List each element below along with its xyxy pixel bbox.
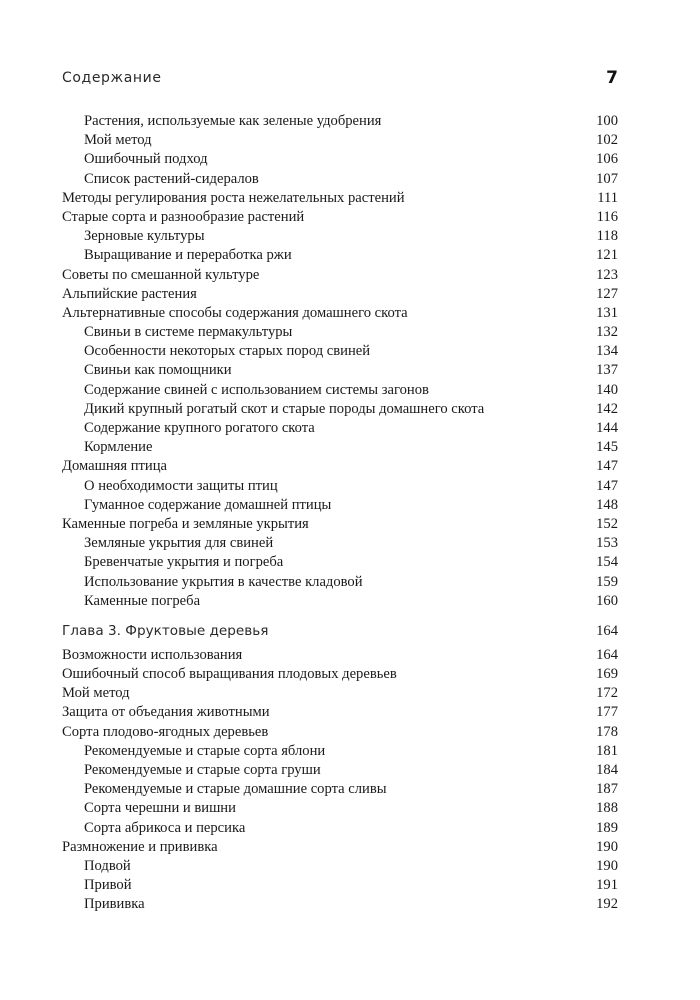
toc-entry-page: 172 [596,685,618,702]
toc-entry-page: 134 [596,343,618,360]
toc-entry-title: Ошибочный способ выращивания плодовых деревьев [62,666,397,683]
toc-entry-page: 184 [596,762,618,778]
toc-entry [62,515,618,534]
toc-entry-page: 142 [596,400,618,417]
toc-entry-title: Мой метод [62,685,130,702]
toc-entry-title: Дикий крупный рогатый скот и старые породы домашнего скота [84,400,485,417]
toc-entry [62,742,618,761]
toc-entry-title: Бревенчатые укрытия и погреба [84,554,284,571]
toc-entry-page: 118 [596,228,618,245]
toc-entry-page: 192 [596,896,618,913]
toc-entry [62,876,618,895]
toc-entry [62,703,618,722]
toc-entry-page: 191 [596,877,618,894]
header-page-number: 7 [606,68,618,88]
toc-section-continued [62,112,618,611]
toc-entry-title: Каменные погреба и земляные укрытия [62,515,309,532]
toc-entry [62,457,618,476]
toc-entry [62,838,618,857]
toc-entry-title: Содержание крупного рогатого скота [84,420,315,436]
toc-entry [62,112,618,131]
toc-entry-page: 188 [596,800,618,817]
toc-entry [62,400,618,419]
toc-entry-title: Защита от объедания животными [62,704,270,721]
toc-entry-title: Растения, используемые как зеленые удобрения [84,113,382,129]
toc-entry-title: Привой [84,877,132,894]
toc-entry [62,342,618,361]
toc-entry-page: 123 [596,266,618,283]
toc-entry [62,761,618,780]
toc-entry [62,665,618,684]
toc-entry-title: Альтернативные способы содержания домашнего скота [62,304,408,321]
toc-entry-title: Домашняя птица [62,458,167,475]
toc-entry-title: О необходимости защиты птиц [84,477,278,494]
running-header [62,68,618,92]
toc-entry [62,573,618,592]
toc-entry-page: 181 [596,742,618,759]
toc-entry [62,819,618,838]
toc-entry [62,723,618,742]
toc-entry-title: Содержание свиней с использованием системы загонов [84,381,429,398]
toc-entry [62,895,618,914]
toc-entry-page: 106 [596,151,618,168]
toc-entry-page: 111 [597,189,618,206]
toc-entry [62,477,618,496]
toc-entry [62,304,618,323]
toc-entry-page: 107 [596,170,618,187]
toc-entry-page: 159 [596,573,618,590]
toc-entry [62,285,618,304]
toc-entry-title: Рекомендуемые и старые сорта яблони [84,742,326,759]
toc-entry-title: Размножение и прививка [62,838,218,855]
toc-entry-page: 116 [596,208,618,225]
toc-entry-title: Методы регулирования роста нежелательных растений [62,189,405,206]
toc-entry [62,208,618,227]
toc-entry-page: 140 [596,381,618,398]
toc-entry [62,419,618,438]
toc-entry [62,496,618,515]
chapter-page: 164 [596,622,618,639]
chapter-title: Глава 3. Фруктовые деревья [62,622,269,639]
toc-entry-page: 147 [596,458,618,475]
toc-entry-title: Выращивание и переработка ржи [84,247,292,264]
toc-entry [62,189,618,208]
toc-entry [62,246,618,265]
toc-entry-title: Советы по смешанной культуре [62,266,260,283]
toc-entry-page: 169 [596,666,618,683]
toc-entry [62,780,618,799]
toc-entry-page: 137 [596,362,618,379]
toc-entry-title: Список растений-сидералов [84,170,259,187]
toc-entry-title: Гуманное содержание домашней птицы [84,496,332,513]
toc-entry-page: 132 [596,324,618,341]
toc-entry-title: Альпийские растения [62,285,197,302]
toc-entry [62,361,618,380]
toc-entry-title: Ошибочный подход [84,151,208,168]
toc-entry-title: Свиньи в системе пермакультуры [84,324,293,341]
toc-entry [62,799,618,818]
toc-entry-page: 121 [596,247,618,264]
toc-entry-page: 190 [596,838,618,855]
toc-entry-title: Свиньи как помощники [84,362,232,379]
toc-entry-title: Сорта абрикоса и персика [84,819,246,836]
table-of-contents [62,112,618,915]
toc-entry-page: 100 [596,113,618,129]
toc-entry-page: 177 [596,704,618,721]
toc-entry [62,227,618,246]
toc-entry-page: 189 [596,819,618,836]
toc-entry-title: Подвой [84,857,131,874]
toc-entry-title: Прививка [84,896,145,913]
toc-entry-title: Рекомендуемые и старые сорта груши [84,762,321,778]
toc-entry-title: Каменные погреба [84,592,201,609]
toc-chapter-heading [62,621,618,641]
toc-entry-page: 154 [596,554,618,571]
toc-entry-title: Земляные укрытия для свиней [84,535,274,552]
toc-entry [62,323,618,342]
toc-section-chapter-3 [62,646,618,915]
toc-entry-page: 152 [596,515,618,532]
toc-entry [62,131,618,150]
toc-entry-title: Возможности использования [62,646,243,663]
toc-entry-page: 160 [596,592,618,609]
toc-entry [62,857,618,876]
toc-entry-page: 102 [596,132,618,149]
toc-entry-title: Сорта черешни и вишни [84,800,236,817]
toc-entry [62,534,618,553]
toc-entry [62,438,618,457]
toc-entry-title: Старые сорта и разнообразие растений [62,208,305,225]
toc-entry-page: 153 [596,535,618,552]
toc-entry-page: 127 [596,285,618,302]
toc-entry-page: 147 [596,477,618,494]
toc-entry-title: Зерновые культуры [84,228,205,245]
toc-entry-page: 164 [596,646,618,663]
toc-entry-title: Особенности некоторых старых пород свиней [84,343,371,360]
toc-entry [62,684,618,703]
toc-entry-page: 178 [596,723,618,740]
toc-entry-title: Мой метод [84,132,152,149]
toc-entry-title: Рекомендуемые и старые домашние сорта сливы [84,781,387,798]
toc-entry-page: 131 [596,304,618,321]
toc-entry [62,592,618,611]
toc-entry-page: 148 [596,496,618,513]
toc-entry-title: Сорта плодово-ягодных деревьев [62,723,269,740]
header-title: Содержание [62,70,162,86]
toc-entry [62,150,618,169]
toc-entry-page: 145 [596,439,618,456]
toc-entry-title: Кормление [84,439,153,456]
toc-entry-page: 144 [596,420,618,436]
toc-entry-title: Использование укрытия в качестве кладовой [84,573,363,590]
toc-entry [62,266,618,285]
toc-entry-page: 190 [596,857,618,874]
toc-entry [62,553,618,572]
toc-entry-page: 187 [596,781,618,798]
toc-entry [62,170,618,189]
toc-entry [62,646,618,665]
toc-entry [62,381,618,400]
